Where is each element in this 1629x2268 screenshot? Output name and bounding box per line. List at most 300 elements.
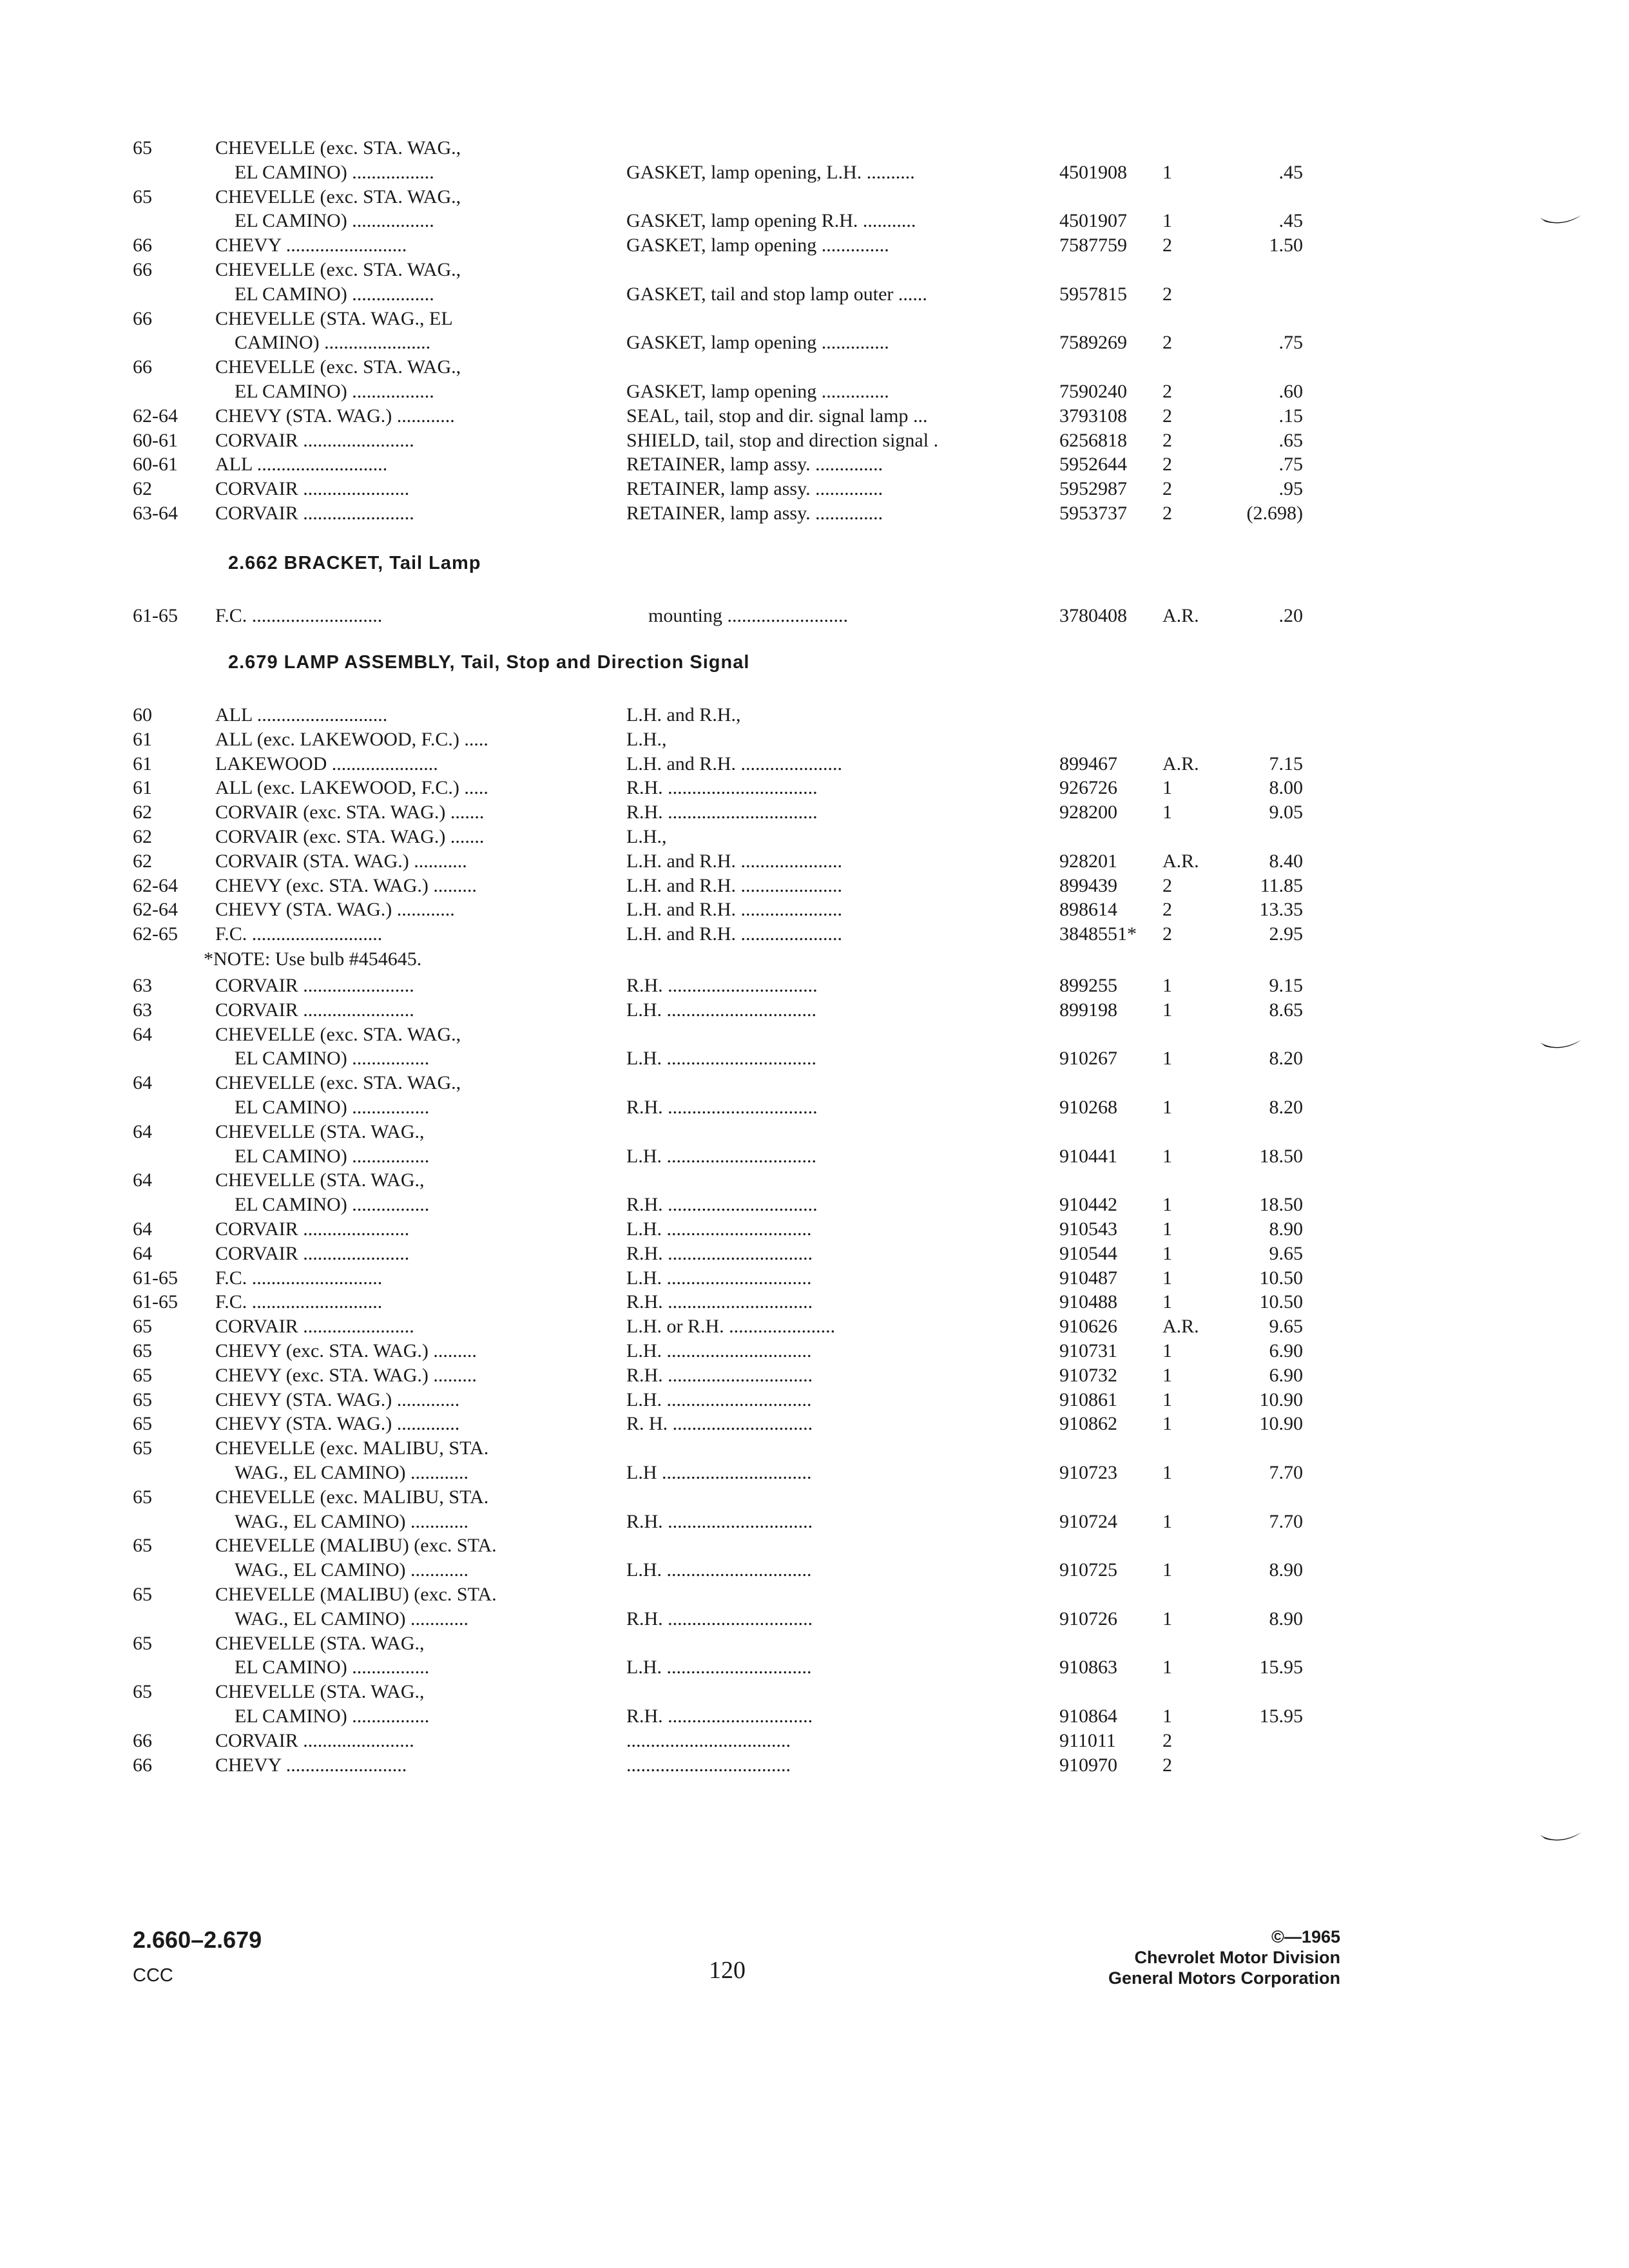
table-row [0,1557,1629,1583]
price-cell: 15.95 [1259,1657,1303,1678]
year-cell: 65 [133,1389,152,1410]
table-row [0,1460,1629,1486]
year-cell: 60 [133,704,152,726]
model-cell: CHEVY (exc. STA. WAG.) ......... [215,1340,477,1361]
description-cell: L.H. and R.H. ..................... [626,850,842,872]
year-cell: 65 [133,1437,152,1459]
price-cell: 13.35 [1259,899,1303,921]
binding-mark-3 [1539,1830,1584,1849]
year-cell: 64 [133,1169,152,1191]
price-cell: 9.05 [1269,802,1303,823]
price-cell: 6.90 [1269,1340,1303,1361]
part-number-cell: 928200 [1059,802,1117,823]
model-cell: EL CAMINO) ................ [235,1145,430,1167]
quantity-cell: 2 [1162,235,1172,256]
description-cell: R.H. .............................. [626,1608,813,1629]
description-cell: mounting ......................... [648,605,849,626]
part-number-cell: 910267 [1059,1048,1117,1070]
model-cell: CORVAIR ....................... [215,1729,414,1751]
division-line: Chevrolet Motor Division [1134,1948,1340,1967]
table-row [0,1753,1629,1778]
year-cell: 65 [133,1316,152,1338]
model-cell: EL CAMINO) ................ [235,1657,430,1678]
description-cell: GASKET, lamp opening, L.H. .......... [626,161,915,183]
model-cell: EL CAMINO) ................. [235,381,434,402]
model-cell: CHEVY (STA. WAG.) ............. [215,1413,460,1435]
quantity-cell: 2 [1162,899,1172,921]
quantity-cell: 1 [1162,1657,1172,1678]
model-cell: CHEVY ......................... [215,235,407,256]
model-cell: CHEVELLE (exc. STA. WAG., [215,186,461,207]
price-cell: 7.15 [1269,753,1303,774]
part-number-cell: 926726 [1059,777,1117,799]
quantity-cell: 1 [1162,1706,1172,1727]
year-cell: 63 [133,999,152,1021]
quantity-cell: 1 [1162,1559,1172,1581]
model-cell: WAG., EL CAMINO) ............ [235,1510,469,1532]
part-number-cell: 910861 [1059,1389,1117,1410]
quantity-cell: 1 [1162,210,1172,232]
table-row [0,1387,1629,1413]
part-number-cell: 5952644 [1059,454,1127,476]
year-cell: 62 [133,478,152,500]
year-cell: 61-65 [133,1267,178,1289]
table-row-continuation [0,257,1629,283]
part-number-cell: 910863 [1059,1657,1117,1678]
quantity-cell: 1 [1162,1242,1172,1264]
price-cell: 18.50 [1259,1145,1303,1167]
quantity-cell: 2 [1162,478,1172,500]
model-cell: CORVAIR ...................... [215,478,410,500]
quantity-cell: 1 [1162,975,1172,996]
part-number-cell: 5952987 [1059,478,1127,500]
part-number-cell: 899255 [1059,975,1117,996]
table-row [0,973,1629,999]
model-cell: CHEVY (STA. WAG.) ............. [215,1389,460,1410]
model-cell: F.C. ........................... [215,923,383,945]
table-row [0,452,1629,477]
part-number-cell: 7587759 [1059,235,1127,256]
bracket-section-heading: 2.662 BRACKET, Tail Lamp [228,553,481,573]
part-number-cell: 910724 [1059,1510,1117,1532]
model-cell: F.C. ........................... [215,1291,383,1313]
table-row [0,702,1629,728]
year-cell: 66 [133,1729,152,1751]
model-cell: CHEVELLE (exc. STA. WAG., [215,259,461,280]
model-cell: ALL ........................... [215,454,388,476]
model-cell: CHEVELLE (STA. WAG., [215,1632,425,1654]
description-cell: R.H. ............................... [626,975,818,996]
table-row-continuation [0,1119,1629,1145]
year-cell: 62-64 [133,405,178,427]
table-row [0,897,1629,923]
model-cell: CHEVY (exc. STA. WAG.) ......... [215,1364,477,1386]
model-cell: EL CAMINO) ................ [235,1097,430,1118]
description-cell: SHIELD, tail, stop and direction signal . [626,429,939,451]
price-cell: .15 [1278,405,1303,427]
part-number-cell: 910544 [1059,1242,1117,1264]
quantity-cell: 2 [1162,332,1172,354]
part-number-cell: 910268 [1059,1097,1117,1118]
part-number-cell: 910970 [1059,1754,1117,1776]
model-cell: CORVAIR (exc. STA. WAG.) ....... [215,826,485,847]
price-cell: 8.20 [1269,1097,1303,1118]
quantity-cell: 1 [1162,1608,1172,1629]
description-cell: GASKET, lamp opening .............. [626,332,889,354]
model-cell: LAKEWOOD ...................... [215,753,438,774]
binding-mark-1 [1539,213,1584,232]
year-cell: 62-64 [133,899,178,921]
model-cell: CHEVELLE (STA. WAG., EL [215,307,453,329]
part-number-cell: 910731 [1059,1340,1117,1361]
year-cell: 61 [133,753,152,774]
quantity-cell: 2 [1162,405,1172,427]
table-row [0,775,1629,801]
description-cell: L.H. ............................... [626,1048,816,1070]
table-row [0,1606,1629,1632]
quantity-cell: 1 [1162,1462,1172,1483]
description-cell: L.H. and R.H., [626,704,741,726]
table-row [0,603,1629,629]
description-cell: L.H. .............................. [626,1267,812,1289]
model-cell: CORVAIR ...................... [215,1242,410,1264]
description-cell: RETAINER, lamp assy. .............. [626,503,883,524]
table-row [0,233,1629,258]
year-cell: 65 [133,1681,152,1703]
model-cell: CHEVELLE (exc. STA. WAG., [215,137,461,159]
model-cell: CHEVELLE (STA. WAG., [215,1169,425,1191]
table-row [0,1411,1629,1437]
table-row [0,1655,1629,1680]
year-cell: 64 [133,1072,152,1094]
table-row [0,1265,1629,1291]
table-row-continuation [0,1022,1629,1048]
table-row [0,1704,1629,1729]
model-cell: EL CAMINO) ................. [235,283,434,305]
model-cell: CHEVELLE (exc. STA. WAG., [215,1023,461,1045]
year-cell: 66 [133,1754,152,1776]
table-row-continuation [0,1070,1629,1096]
description-cell: L.H. .............................. [626,1340,812,1361]
description-cell: L.H. .............................. [626,1389,812,1410]
part-number-cell: 910862 [1059,1413,1117,1435]
description-cell: SEAL, tail, stop and dir. signal lamp ... [626,405,928,427]
table-row-continuation [0,1533,1629,1559]
part-number-cell: 910864 [1059,1706,1117,1727]
price-cell: .45 [1278,161,1303,183]
price-cell: 9.65 [1269,1242,1303,1264]
price-cell: .75 [1278,454,1303,476]
year-cell: 60-61 [133,454,178,476]
price-cell: 10.50 [1259,1267,1303,1289]
price-cell: 11.85 [1260,874,1303,896]
section-range: 2.660–2.679 [133,1927,262,1953]
model-cell: ALL ........................... [215,704,388,726]
table-row [0,160,1629,186]
year-cell: 62 [133,802,152,823]
part-number-cell: 4501907 [1059,210,1127,232]
model-cell: WAG., EL CAMINO) ............ [235,1559,469,1581]
description-cell: L.H. ............................... [626,1145,816,1167]
model-cell: CHEVELLE (exc. MALIBU, STA. [215,1437,489,1459]
price-cell: 8.65 [1269,999,1303,1021]
model-cell: F.C. ........................... [215,605,383,626]
table-row [0,1095,1629,1120]
price-cell: 18.50 [1259,1194,1303,1216]
table-row-continuation [0,1582,1629,1608]
part-number-cell: 928201 [1059,850,1117,872]
year-cell: 65 [133,1364,152,1386]
table-row [0,208,1629,234]
description-cell: L.H., [626,728,667,750]
table-row [0,921,1629,947]
part-number-cell: 7589269 [1059,332,1127,354]
table-row [0,1144,1629,1169]
model-cell: EL CAMINO) ................ [235,1048,430,1070]
year-cell: 64 [133,1242,152,1264]
description-cell: R.H. .............................. [626,1291,813,1313]
description-cell: L.H ............................... [626,1462,812,1483]
price-cell: 7.70 [1269,1462,1303,1483]
price-cell: 8.90 [1269,1608,1303,1629]
table-row-continuation [0,1436,1629,1461]
description-cell: R.H. ............................... [626,802,818,823]
model-cell: CHEVELLE (exc. MALIBU, STA. [215,1486,489,1508]
table-row-continuation [0,135,1629,161]
model-cell: CHEVY (exc. STA. WAG.) ......... [215,874,477,896]
description-cell: L.H. .............................. [626,1657,812,1678]
quantity-cell: A.R. [1162,753,1199,774]
model-cell: CORVAIR ....................... [215,503,414,524]
page-number: 120 [709,1957,746,1984]
year-cell: 60-61 [133,429,178,451]
table-row [0,1192,1629,1218]
description-cell: L.H. .............................. [626,1218,812,1240]
price-cell: 9.65 [1269,1316,1303,1338]
year-cell: 62 [133,826,152,847]
model-cell: CHEVELLE (exc. STA. WAG., [215,356,461,378]
model-cell: CORVAIR (exc. STA. WAG.) ....... [215,802,485,823]
description-cell: R.H. .............................. [626,1706,813,1727]
table-row [0,1289,1629,1315]
table-row [0,428,1629,454]
year-cell: 64 [133,1218,152,1240]
model-cell: CORVAIR ....................... [215,429,414,451]
year-cell: 65 [133,137,152,159]
model-cell: EL CAMINO) ................ [235,1706,430,1727]
table-row-continuation [0,306,1629,332]
part-number-cell: 910725 [1059,1559,1117,1581]
year-cell: 65 [133,1535,152,1557]
table-row [0,282,1629,307]
description-cell: R.H. .............................. [626,1242,813,1264]
model-cell: ALL (exc. LAKEWOOD, F.C.) ..... [215,777,488,799]
price-cell: .60 [1278,381,1303,402]
table-row-continuation [0,354,1629,380]
lamp-section-heading: 2.679 LAMP ASSEMBLY, Tail, Stop and Direction Signal [228,652,750,673]
description-cell: .................................. [626,1729,791,1751]
table-row [0,849,1629,874]
table-row-continuation [0,184,1629,210]
table-row [0,1314,1629,1340]
table-row [0,751,1629,777]
description-cell: RETAINER, lamp assy. .............. [626,478,883,500]
part-number-cell: 3848551* [1059,923,1137,945]
quantity-cell: 2 [1162,283,1172,305]
quantity-cell: 1 [1162,1340,1172,1361]
description-cell: L.H. and R.H. ..................... [626,923,842,945]
price-cell: .20 [1278,605,1303,626]
quantity-cell: 1 [1162,161,1172,183]
table-row-continuation [0,1631,1629,1657]
table-row [0,873,1629,899]
description-cell: R.H. .............................. [626,1510,813,1532]
model-cell: CHEVELLE (MALIBU) (exc. STA. [215,1584,497,1605]
description-cell: GASKET, lamp opening .............. [626,235,889,256]
table-row [0,1363,1629,1389]
part-number-cell: 899467 [1059,753,1117,774]
model-cell: CORVAIR ....................... [215,999,414,1021]
price-cell: 7.70 [1269,1510,1303,1532]
quantity-cell: A.R. [1162,1316,1199,1338]
price-cell: .65 [1278,429,1303,451]
quantity-cell: A.R. [1162,850,1199,872]
model-cell: CORVAIR (STA. WAG.) ........... [215,850,467,872]
quantity-cell: 2 [1162,1729,1172,1751]
part-number-cell: 910732 [1059,1364,1117,1386]
quantity-cell: 1 [1162,1510,1172,1532]
description-cell: GASKET, lamp opening R.H. ........... [626,210,916,232]
model-cell: CORVAIR ...................... [215,1218,410,1240]
table-row-continuation [0,1168,1629,1193]
table-row [0,800,1629,825]
description-cell: L.H. ............................... [626,999,816,1021]
table-row [0,1241,1629,1267]
part-number-cell: 7590240 [1059,381,1127,402]
table-row [0,330,1629,356]
price-cell: 6.90 [1269,1364,1303,1386]
quantity-cell: 2 [1162,381,1172,402]
quantity-cell: 1 [1162,1389,1172,1410]
model-cell: CHEVELLE (exc. STA. WAG., [215,1072,461,1094]
part-number-cell: 910441 [1059,1145,1117,1167]
year-cell: 66 [133,259,152,280]
year-cell: 65 [133,1632,152,1654]
quantity-cell: 1 [1162,1413,1172,1435]
year-cell: 66 [133,356,152,378]
year-cell: 65 [133,1584,152,1605]
price-cell: 8.20 [1269,1048,1303,1070]
price-cell: .45 [1278,210,1303,232]
table-row [0,501,1629,526]
price-cell: 1.50 [1269,235,1303,256]
model-cell: CAMINO) ...................... [235,332,431,354]
description-cell: GASKET, tail and stop lamp outer ...... [626,283,927,305]
year-cell: 61-65 [133,605,178,626]
price-cell: 8.90 [1269,1559,1303,1581]
year-cell: 65 [133,1486,152,1508]
quantity-cell: 2 [1162,503,1172,524]
price-cell: 8.40 [1269,850,1303,872]
quantity-cell: A.R. [1162,605,1199,626]
part-number-cell: 898614 [1059,899,1117,921]
table-row [0,476,1629,502]
bulb-note: *NOTE: Use bulb #454645. [204,948,422,970]
description-cell: GASKET, lamp opening .............. [626,381,889,402]
table-row [0,1728,1629,1754]
model-cell: CHEVELLE (STA. WAG., [215,1681,425,1703]
catalog-code: CCC [133,1965,173,1986]
model-cell: CORVAIR ....................... [215,1316,414,1338]
model-cell: CHEVY (STA. WAG.) ............ [215,405,455,427]
part-number-cell: 910626 [1059,1316,1117,1338]
part-number-cell: 910726 [1059,1608,1117,1629]
part-number-cell: 899439 [1059,874,1117,896]
description-cell: R.H. ............................... [626,777,818,799]
table-row [0,403,1629,429]
copyright-line: ©—1965 [1271,1927,1340,1946]
price-cell: (2.698) [1246,503,1303,524]
quantity-cell: 1 [1162,777,1172,799]
model-cell: F.C. ........................... [215,1267,383,1289]
quantity-cell: 1 [1162,1097,1172,1118]
year-cell: 61 [133,728,152,750]
quantity-cell: 2 [1162,1754,1172,1776]
description-cell: L.H., [626,826,667,847]
table-row [0,1216,1629,1242]
quantity-cell: 1 [1162,1145,1172,1167]
year-cell: 61 [133,777,152,799]
table-row [0,379,1629,405]
model-cell: CHEVELLE (MALIBU) (exc. STA. [215,1535,497,1557]
year-cell: 64 [133,1023,152,1045]
year-cell: 65 [133,186,152,207]
table-row-continuation [0,1485,1629,1510]
table-row [0,1509,1629,1535]
model-cell: CHEVY (STA. WAG.) ............ [215,899,455,921]
year-cell: 66 [133,235,152,256]
table-row [0,1046,1629,1072]
quantity-cell: 1 [1162,1194,1172,1216]
table-row [0,727,1629,753]
part-number-cell: 4501908 [1059,161,1127,183]
quantity-cell: 2 [1162,454,1172,476]
description-cell: R.H. ............................... [626,1097,818,1118]
quantity-cell: 1 [1162,1218,1172,1240]
year-cell: 63-64 [133,503,178,524]
year-cell: 65 [133,1413,152,1435]
price-cell: 15.95 [1259,1706,1303,1727]
model-cell: ALL (exc. LAKEWOOD, F.C.) ..... [215,728,488,750]
part-number-cell: 5957815 [1059,283,1127,305]
price-cell: 10.90 [1259,1413,1303,1435]
price-cell: 10.50 [1259,1291,1303,1313]
part-number-cell: 5953737 [1059,503,1127,524]
description-cell: R.H. .............................. [626,1364,813,1386]
description-cell: .................................. [626,1754,791,1776]
part-number-cell: 3793108 [1059,405,1127,427]
description-cell: L.H. and R.H. ..................... [626,753,842,774]
price-cell: 8.90 [1269,1218,1303,1240]
year-cell: 62-65 [133,923,178,945]
year-cell: 62-64 [133,874,178,896]
price-cell: 9.15 [1269,975,1303,996]
description-cell: RETAINER, lamp assy. .............. [626,454,883,476]
table-row-continuation [0,1679,1629,1705]
year-cell: 65 [133,1340,152,1361]
price-cell: 8.00 [1269,777,1303,799]
price-cell: 10.90 [1259,1389,1303,1410]
